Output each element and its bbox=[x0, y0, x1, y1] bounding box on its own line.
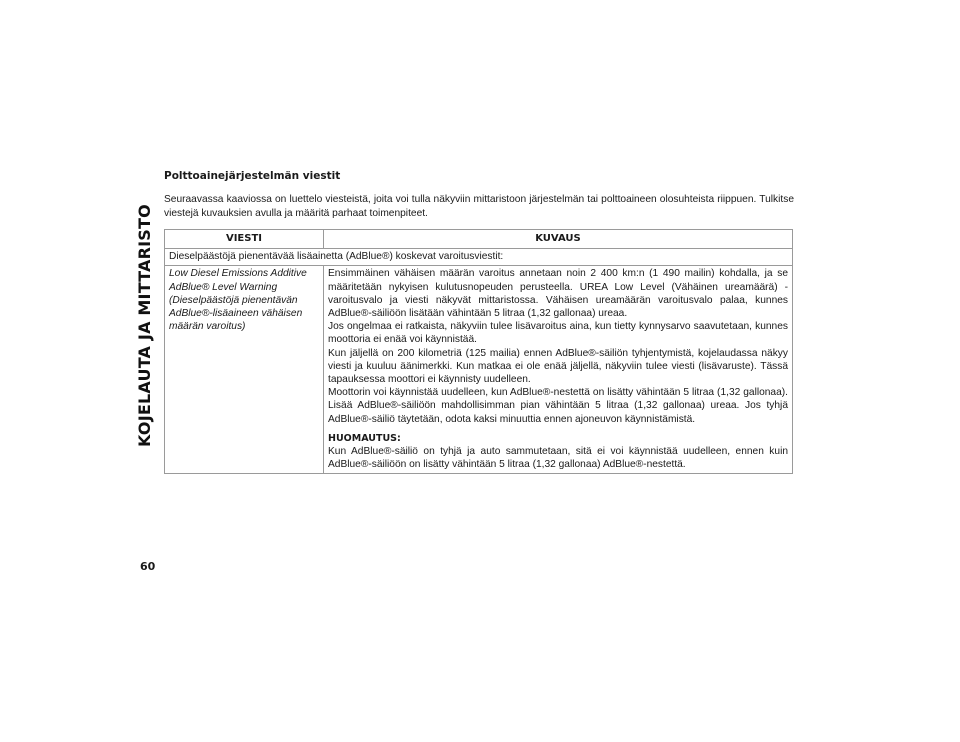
message-description bbox=[324, 266, 793, 474]
note-text: Kun AdBlue®-säiliö on tyhjä ja auto sammutetaan, sitä ei voi käynnistää uudelleen, ennen kuin AdBlue®-säiliöön on lisätty vähintään 5 litraa (1,32 gallonaa) AdBlue®-nestettä. bbox=[328, 446, 788, 471]
page-content bbox=[164, 170, 794, 474]
table-group-row bbox=[165, 249, 793, 266]
fuel-messages-table bbox=[164, 229, 793, 474]
header-message: VIESTI bbox=[165, 230, 324, 249]
description-paragraph: Ensimmäinen vähäisen määrän varoitus annetaan noin 2 400 km:n (1 490 mailin) kohdalla, ja se määritetään nykyisen kulutusnopeuden perusteella. UREA Low Level (Vähäinen ureamäärä) -varoitusvalo ja viesti näkyvät mittaristossa. Vähäisen ureamäärän varoitusvalo palaa, kunnes AdBlue®-säiliöön lisätään vähintään 5 litraa (1,32 gallonaa) ureaa. bbox=[328, 268, 788, 320]
note-label: HUOMAUTUS: bbox=[328, 432, 401, 444]
group-row-text: Dieselpäästöjä pienentävää lisäainetta (AdBlue®) koskevat varoitusviestit: bbox=[165, 249, 793, 266]
chapter-side-tab bbox=[132, 160, 156, 490]
description-paragraph: Moottorin voi käynnistää uudelleen, kun AdBlue®-nestettä on lisätty vähintään 5 litraa (1,32 gallonaa). Lisää AdBlue®-säiliöön mahdollisimman pian vähintään 5 litraa (1,32 gallonaa) ureaa. Jos tyhjä AdBlue®-säiliö täytetään, odota kaksi minuuttia ennen ajoneuvon käynnistämistä. bbox=[328, 387, 788, 425]
table-row bbox=[165, 266, 793, 474]
description-paragraph: Kun jäljellä on 200 kilometriä (125 mailia) ennen AdBlue®-säiliön tyhjentymistä, kojelaudassa näkyy viesti ja kuuluu äänimerkki. Kun matkaa ei ole enää jäljellä, näkyviin tulee viesti (lisävaruste). Tässä tapauksessa moottori ei käynnisty uudelleen. bbox=[328, 347, 788, 386]
description-paragraph: Jos ongelmaa ei ratkaista, näkyviin tulee lisävaroitus aina, kun tietty kynnysarvo saavutetaan, kunnes moottoria ei enää voi käynnistää. bbox=[328, 321, 788, 346]
section-title: Polttoainejärjestelmän viestit bbox=[164, 170, 341, 182]
section-intro: Seuraavassa kaaviossa on luettelo viesteistä, joita voi tulla näkyviin mittaristoon järjestelmän tai polttoaineen olosuhteista riippuen. Tulkitse viestejä kuvauksien avulla ja määritä parhaat toimenpiteet. bbox=[164, 194, 794, 219]
message-name: Low Diesel Emissions Additive AdBlue® Level Warning (Dieselpäästöjä pienentävän AdBlue®-lisäaineen vähäisen määrän varoitus) bbox=[165, 266, 324, 474]
page-number: 60 bbox=[140, 560, 156, 573]
header-description: KUVAUS bbox=[324, 230, 793, 249]
table-header-row bbox=[165, 230, 793, 249]
chapter-title: KOJELAUTA JA MITTARISTO bbox=[134, 203, 154, 447]
